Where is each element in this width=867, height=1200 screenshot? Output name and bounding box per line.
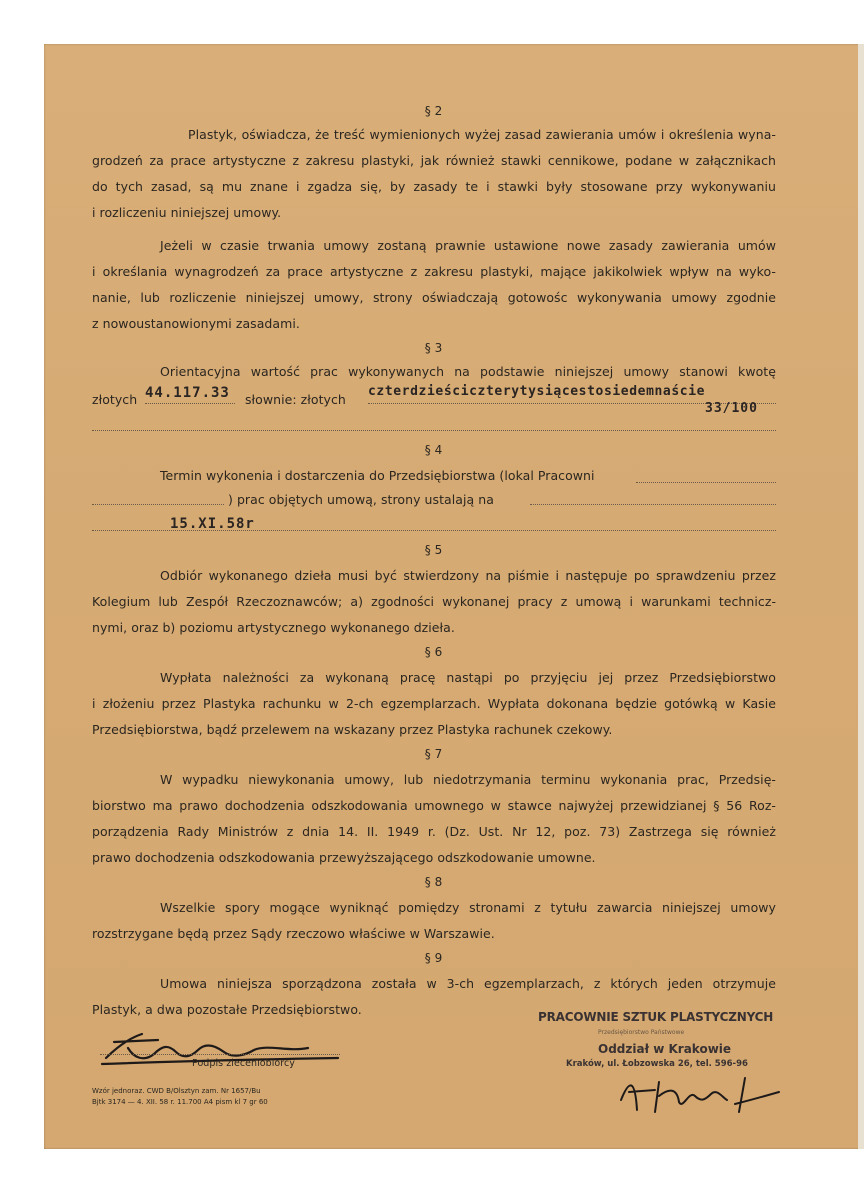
section-9-line-1: Umowa niniejsza sporządzona została w 3-ch egzemplarzach, z których jeden otrzymuje	[160, 976, 776, 991]
section-4-dotted-line-2	[92, 504, 224, 505]
section-7-line-3: porządzenia Rady Ministrów z dnia 14. II. 1949 r. (Dz. Ust. Nr 12, poz. 73) Zastrzega się również	[92, 824, 776, 839]
amount-value: 44.117.33	[145, 385, 230, 401]
section-7-line-4: prawo dochodzenia odszkodowania przewyższającego odszkodowanie umowne.	[92, 850, 596, 865]
section-2-p2-line-2: i określania wynagrodzeń za prace artystyczne z zakresu plastyki, mające jakikolwiek wpływ na wyko-	[92, 264, 776, 279]
section-8-line-2: rozstrzygane będą przez Sądy rzeczowo właściwe w Warszawie.	[92, 926, 495, 941]
section-4-heading: § 4	[424, 443, 443, 457]
section-4-date-line	[92, 530, 776, 531]
amount-dotted-line	[145, 403, 235, 404]
section-3-blank-line	[92, 430, 776, 431]
stamp-line-1: PRACOWNIE SZTUK PLASTYCZNYCH	[538, 1010, 774, 1024]
section-2-p1-line-1: Plastyk, oświadcza, że treść wymienionych wyżej zasad zawierania umów i określenia wyna-	[188, 127, 776, 142]
stamp-line-4: Kraków, ul. Łobzowska 26, tel. 596-96	[566, 1059, 748, 1069]
section-4-dotted-line-1	[636, 482, 776, 483]
section-6-line-1: Wypłata należności za wykonaną pracę nastąpi po przyjęciu jej przez Przedsiębiorstwo	[160, 670, 776, 685]
footer-line-2: Bjtk 3174 — 4. XII. 58 r. 11.700 A4 pism kl 7 gr 60	[92, 1098, 268, 1106]
delivery-date: 15.XI.58r	[170, 516, 255, 532]
section-2-p2-line-4: z nowoustanowionymi zasadami.	[92, 316, 300, 331]
section-8-line-1: Wszelkie spory mogące wyniknąć pomiędzy stronami z tytułu zawarcia niniejszej umowy	[160, 900, 776, 915]
section-9-heading: § 9	[424, 951, 443, 965]
stamp-signature	[615, 1070, 785, 1118]
amount-in-words: czterdzieściczterytysiącestosiedemnaście	[368, 384, 706, 399]
section-2-p2-line-1: Jeżeli w czasie trwania umowy zostaną prawnie ustawione nowe zasady zawierania umów	[160, 238, 776, 253]
section-6-line-3: Przedsiębiorstwa, bądź przelewem na wskazany przez Plastyka rachunek czekowy.	[92, 722, 613, 737]
section-3-slownie-label: słownie: złotych	[245, 392, 346, 407]
section-6-heading: § 6	[424, 645, 443, 659]
section-5-line-2: Kolegium lub Zespół Rzeczoznawców; a) zgodności wykonanej pracy z umową i warunkami technicz-	[92, 594, 776, 609]
footer-line-1: Wzór jednoraz. CWD B/Olsztyn zam. Nr 1657/Bu	[92, 1087, 261, 1095]
signature-line	[100, 1054, 340, 1055]
section-3-zlotych-label: złotych	[92, 392, 138, 407]
section-4-line-2: ) prac objętych umową, strony ustalają na	[228, 492, 494, 507]
section-2-p1-line-3: do tych zasad, są mu znane i zgadza się, by zasady te i stawki były stosowane przy wykonywaniu	[92, 179, 776, 194]
section-9-line-2: Plastyk, a dwa pozostałe Przedsiębiorstwo.	[92, 1002, 362, 1017]
amount-fraction: 33/100	[705, 401, 758, 416]
section-3-heading: § 3	[424, 341, 443, 355]
section-2-p2-line-3: nanie, lub rozliczenie niniejszej umowy, strony oświadczają gotowośc wykonywania umowy zgodnie	[92, 290, 776, 305]
stamp-line-3: Oddział w Krakowie	[598, 1042, 732, 1056]
section-2-p1-line-4: i rozliczeniu niniejszej umowy.	[92, 205, 282, 220]
section-5-line-1: Odbiór wykonanego dzieła musi być stwierdzony na piśmie i następuje po sprawdzeniu przez	[160, 568, 776, 583]
section-7-heading: § 7	[424, 747, 443, 761]
section-6-line-2: i złożeniu przez Plastyka rachunku w 2-ch egzemplarzach. Wypłata dokonana będzie gotówką w Kasie	[92, 696, 776, 711]
section-7-line-1: W wypadku niewykonania umowy, lub niedotrzymania terminu wykonania prac, Przedsię-	[160, 772, 776, 787]
section-2-heading: § 2	[424, 104, 443, 118]
stamp-line-2: Przedsiębiorstwo Państwowe	[598, 1029, 685, 1036]
section-3-line-1: Orientacyjna wartość prac wykonywanych na podstawie niniejszej umowy stanowi kwotę	[160, 364, 776, 379]
section-7-line-2: biorstwo ma prawo dochodzenia odszkodowania umownego w stawce najwyżej przewidzianej § 56 Roz-	[92, 798, 776, 813]
section-4-line-1: Termin wykonenia i dostarczenia do Przedsiębiorstwa (lokal Pracowni	[160, 468, 595, 483]
section-2-p1-line-2: grodzeń za prace artystyczne z zakresu plastyki, jak również stawki cennikowe, podane w załącznikach	[92, 153, 776, 168]
signature-label: Podpis zleceniobiorcy	[192, 1058, 295, 1069]
section-5-heading: § 5	[424, 543, 443, 557]
section-8-heading: § 8	[424, 875, 443, 889]
section-5-line-3: nymi, oraz b) poziomu artystycznego wykonanego dzieła.	[92, 620, 455, 635]
section-4-dotted-line-3	[530, 504, 776, 505]
